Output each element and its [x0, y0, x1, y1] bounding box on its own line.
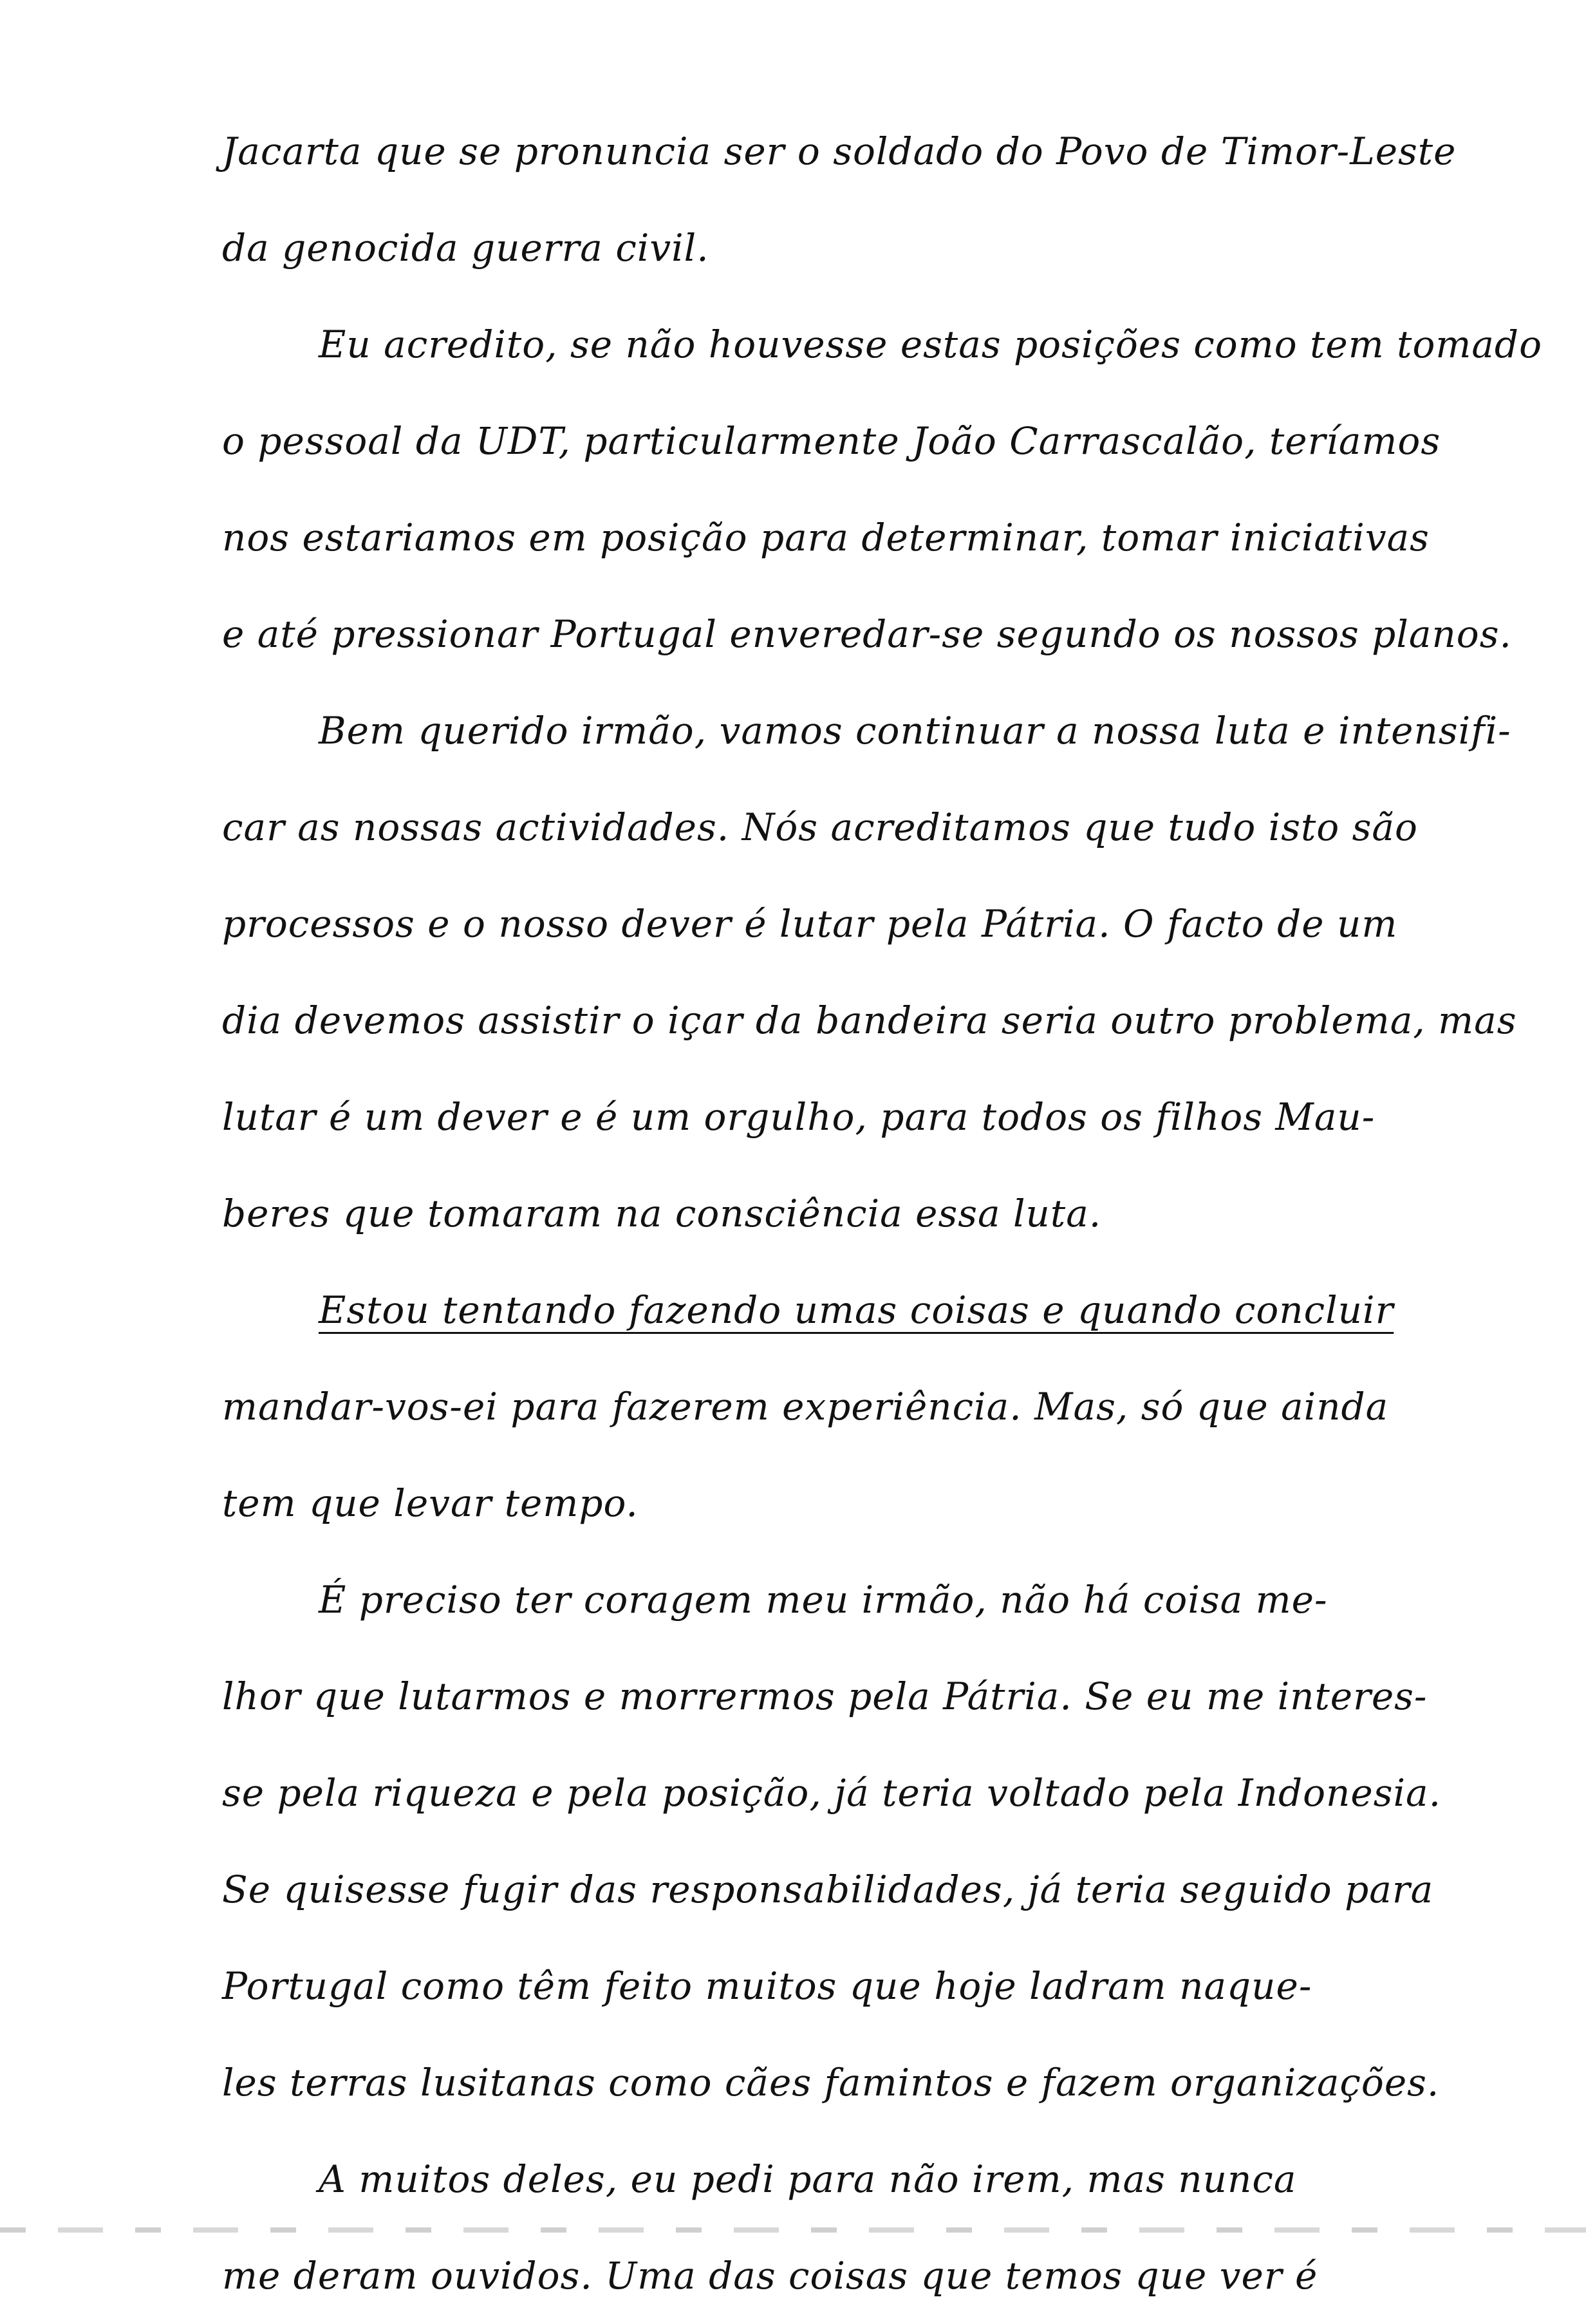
- letter-line: Jacarta que se pronuncia ser o soldado do Povo de Timor-Leste: [222, 129, 1457, 173]
- letter-line: lhor que lutarmos e morrermos pela Pátria. Se eu me interes-: [222, 1674, 1428, 1718]
- letter-line: lutar é um dever e é um orgulho, para todos os filhos Mau-: [222, 1095, 1376, 1139]
- letter-line: A muitos deles, eu pedi para não irem, mas nunca: [319, 2157, 1297, 2201]
- letter-line: me deram ouvidos. Uma das coisas que temos que ver é: [222, 2254, 1318, 2298]
- letter-line: da genocida guerra civil.: [222, 226, 709, 270]
- letter-line: e até pressionar Portugal enveredar-se segundo os nossos planos.: [222, 612, 1512, 656]
- letter-line: processos e o nosso dever é lutar pela Pátria. O facto de um: [222, 902, 1398, 946]
- letter-line: Se quisesse fugir das responsabilidades, já teria seguido para: [222, 1868, 1434, 1911]
- letter-line: Bem querido irmão, vamos continuar a nossa luta e intensifi-: [319, 709, 1511, 753]
- letter-line: É preciso ter coragem meu irmão, não há coisa me-: [319, 1578, 1328, 1622]
- letter-line: se pela riqueza e pela posição, já teria voltado pela Indonesia.: [222, 1771, 1442, 1815]
- scan-edge-artifact: [0, 2227, 1586, 2233]
- handwritten-letter-body: [222, 103, 1542, 2324]
- letter-line: nos estariamos em posição para determinar, tomar iniciativas: [222, 516, 1430, 559]
- letter-line: mandar-vos-ei para fazerem experiência. Mas, só que ainda: [222, 1385, 1389, 1429]
- letter-line: beres que tomaram na consciência essa luta.: [222, 1192, 1102, 1235]
- letter-line: Estou tentando fazendo umas coisas e quando concluir: [319, 1288, 1394, 1332]
- letter-line: tem que levar tempo.: [222, 1481, 639, 1525]
- letter-line: Eu acredito, se não houvesse estas posições como tem tomado: [319, 323, 1542, 366]
- letter-line: car as nossas actividades. Nós acreditamos que tudo isto são: [222, 805, 1418, 849]
- letter-line: les terras lusitanas como cães famintos e fazem organizações.: [222, 2061, 1440, 2104]
- letter-line: o pessoal da UDT, particularmente João Carrascalão, teríamos: [222, 419, 1441, 463]
- letter-line: dia devemos assistir o içar da bandeira seria outro problema, mas: [222, 998, 1517, 1042]
- letter-line: Portugal como têm feito muitos que hoje ladram naque-: [222, 1964, 1312, 2008]
